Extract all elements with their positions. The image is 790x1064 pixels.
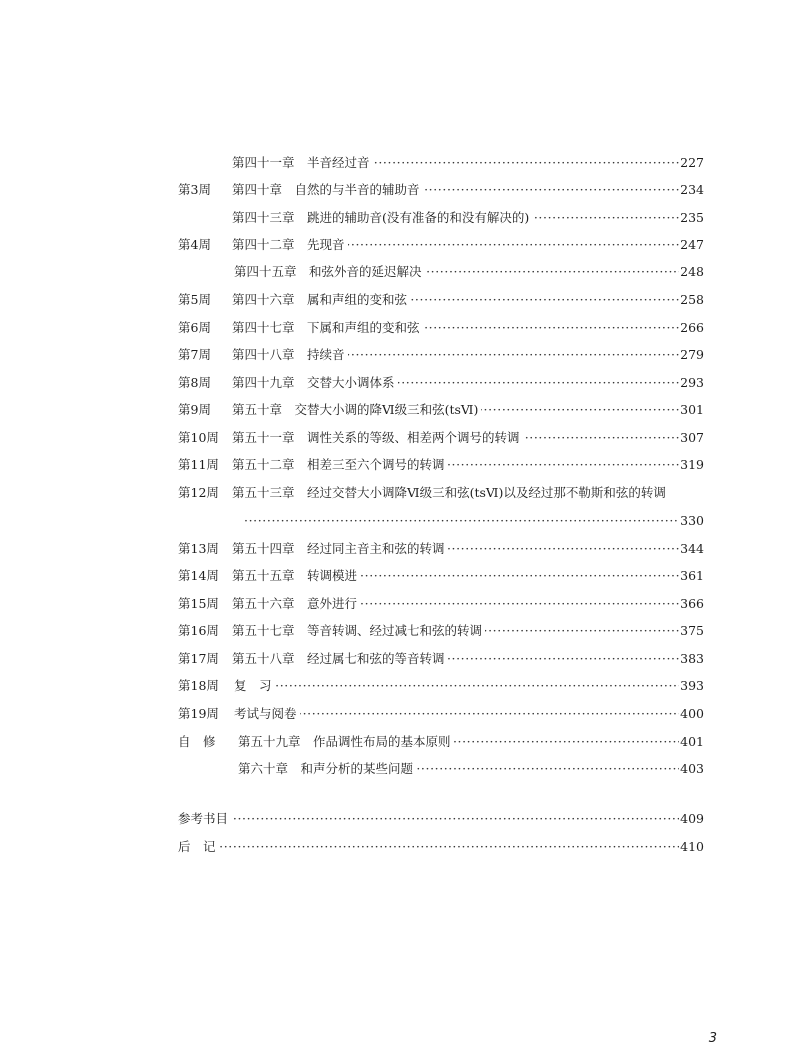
toc-week: 第14周 <box>178 568 219 583</box>
toc-page: 266 <box>679 318 704 338</box>
toc-week: 第8周 <box>178 375 211 390</box>
toc-page: 403 <box>679 759 704 779</box>
toc-page: 234 <box>679 180 704 200</box>
toc-page: 366 <box>679 594 704 614</box>
toc-page: 293 <box>679 373 704 393</box>
toc-entry <box>0 180 790 200</box>
toc-page: 247 <box>679 235 704 255</box>
toc-page: 307 <box>679 428 704 448</box>
toc-page: 383 <box>679 649 704 669</box>
toc-chapter: 第四十三章 跳进的辅助音(没有准备的和没有解决的) <box>232 208 532 228</box>
toc-entry-bibliography <box>0 809 790 829</box>
toc-title: 参考书目 <box>178 809 231 829</box>
toc-chapter: 第五十一章 调性关系的等级、相差两个调号的转调 <box>232 428 523 448</box>
toc-chapter: 第五十五章 转调模进 <box>232 566 360 586</box>
toc-chapter: 第六十章 和声分析的某些问题 <box>238 759 416 779</box>
toc-entry <box>0 428 790 448</box>
toc-chapter: 第五十八章 经过属七和弦的等音转调 <box>232 649 448 669</box>
toc-page: 330 <box>679 511 704 531</box>
toc-week: 第12周 <box>178 485 219 500</box>
toc-entry <box>0 373 790 393</box>
toc-page: 409 <box>679 809 704 829</box>
toc-chapter: 复 习 <box>234 676 275 696</box>
toc-week: 第6周 <box>178 320 211 335</box>
toc-chapter: 考试与阅卷 <box>234 704 300 724</box>
toc-week: 第7周 <box>178 347 211 362</box>
toc-week: 第11周 <box>178 457 219 472</box>
toc-week: 第17周 <box>178 651 219 666</box>
toc-entry-afterword <box>0 837 790 857</box>
toc-entry <box>0 566 790 586</box>
toc-week: 第4周 <box>178 237 211 252</box>
toc-week: 第18周 <box>178 678 219 693</box>
toc-chapter: 第五十三章 经过交替大小调降Ⅵ级三和弦(tsⅥ)以及经过那不勒斯和弦的转调 <box>232 483 669 503</box>
toc-entry <box>0 594 790 614</box>
toc-chapter: 第四十九章 交替大小调体系 <box>232 373 398 393</box>
toc-page: 258 <box>679 290 704 310</box>
toc-page: 401 <box>679 732 704 752</box>
toc-entry <box>0 208 790 228</box>
toc-week: 第16周 <box>178 623 219 638</box>
toc-page: 375 <box>679 621 704 641</box>
toc-entry <box>0 400 790 420</box>
toc-entry <box>0 539 790 559</box>
toc-page: 393 <box>679 676 704 696</box>
toc-week: 自 修 <box>178 734 216 749</box>
toc-chapter: 第四十二章 先现音 <box>232 235 348 255</box>
dot-leader <box>234 704 684 724</box>
toc-week: 第13周 <box>178 541 219 556</box>
toc-week: 第5周 <box>178 292 211 307</box>
toc-entry-continuation <box>0 511 790 531</box>
toc-chapter: 第五十二章 相差三至六个调号的转调 <box>232 455 448 475</box>
dot-leader <box>244 511 684 531</box>
toc-page: 400 <box>679 704 704 724</box>
toc-entry <box>0 153 790 173</box>
toc-entry <box>0 732 790 752</box>
toc-chapter: 第四十章 自然的与半音的辅助音 <box>232 180 423 200</box>
toc-page: 361 <box>679 566 704 586</box>
toc-page: 344 <box>679 539 704 559</box>
toc-title: 后 记 <box>178 837 219 857</box>
toc-week: 第10周 <box>178 430 219 445</box>
toc-week: 第9周 <box>178 402 211 417</box>
toc-chapter: 第四十七章 下属和声组的变和弦 <box>232 318 423 338</box>
toc-entry <box>0 649 790 669</box>
toc-page: 301 <box>679 400 704 420</box>
toc-chapter: 第五十章 交替大小调的降Ⅵ级三和弦(tsⅥ) <box>232 400 481 420</box>
toc-chapter: 第五十七章 等音转调、经过减七和弦的转调 <box>232 621 485 641</box>
toc-week: 第19周 <box>178 706 219 721</box>
page-number: 3 <box>708 1031 717 1046</box>
toc-entry <box>0 455 790 475</box>
toc-chapter: 第五十四章 经过同主音主和弦的转调 <box>232 539 448 559</box>
toc-entry <box>0 483 790 503</box>
toc-chapter: 第四十八章 持续音 <box>232 345 348 365</box>
toc-entry <box>0 290 790 310</box>
toc-week: 第15周 <box>178 596 219 611</box>
toc-week: 第3周 <box>178 182 211 197</box>
toc-entry <box>0 345 790 365</box>
toc-chapter: 第五十六章 意外进行 <box>232 594 360 614</box>
toc-page: 319 <box>679 455 704 475</box>
toc-entry <box>0 704 790 724</box>
toc-page: 410 <box>679 837 704 857</box>
toc-page: 279 <box>679 345 704 365</box>
toc-entry <box>0 235 790 255</box>
toc-chapter: 第五十九章 作品调性布局的基本原则 <box>238 732 454 752</box>
toc-page: 248 <box>679 262 704 282</box>
toc-chapter: 第四十六章 属和声组的变和弦 <box>232 290 410 310</box>
toc-page: 227 <box>679 153 704 173</box>
dot-leader <box>178 809 684 829</box>
dot-leader <box>234 676 684 696</box>
toc-entry <box>0 262 790 282</box>
toc-chapter: 第四十一章 半音经过音 <box>232 153 373 173</box>
toc-page: 235 <box>679 208 704 228</box>
toc-chapter: 第四十五章 和弦外音的延迟解决 <box>234 262 425 282</box>
toc-entry <box>0 621 790 641</box>
toc-entry <box>0 676 790 696</box>
toc-entry <box>0 759 790 779</box>
toc-entry <box>0 318 790 338</box>
dot-leader <box>178 837 684 857</box>
